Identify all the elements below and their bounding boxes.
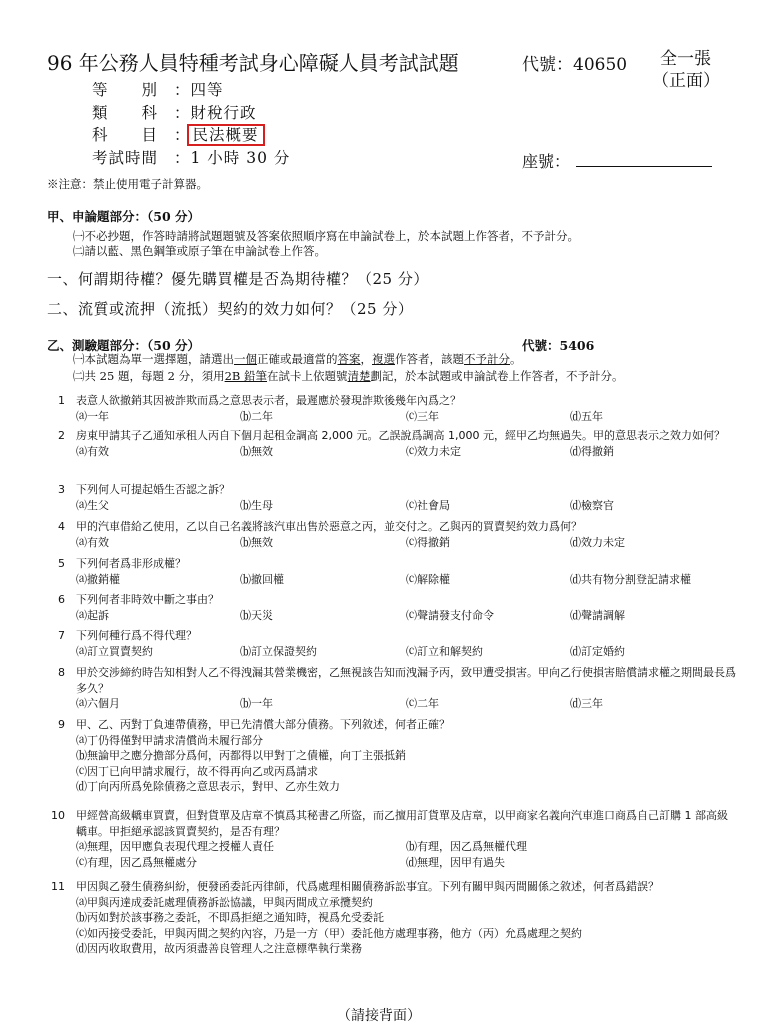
inst-text: ㈠本試題為單一選擇題，請選出	[73, 352, 234, 366]
question-item	[47, 628, 737, 659]
question-item	[47, 879, 737, 957]
option-c: ⒞社會局	[406, 498, 450, 512]
option-b: ⒝無論甲之應分擔部分爲何，丙都得以甲對丁之債權，向丁主張抵銷	[76, 749, 406, 762]
question-item	[47, 808, 737, 870]
inst-text: 正確或最適當的	[257, 352, 338, 366]
header-key: 考試時間	[92, 149, 159, 167]
section-a-instruction: ㈡請以藍、黑色鋼筆或原子筆在申論試卷上作答。	[73, 244, 326, 258]
option-a: ⒜丁仍得僅對甲請求清償尚未履行部分	[76, 733, 263, 747]
option-row	[76, 409, 737, 425]
option-b: ⒝生母	[240, 498, 273, 512]
question-number: 2	[58, 429, 65, 442]
option-c: ⒞得撤銷	[406, 535, 450, 549]
continue-on-back: （請接背面）	[337, 1008, 421, 1024]
header-key: 類 科	[92, 104, 159, 122]
inst-text: ，	[360, 352, 372, 366]
question-stem: 甲、乙、丙對丁負連帶債務，甲已先清償大部分債務。下列敘述，何者正確？	[76, 718, 450, 731]
option-d: ⒟得撤銷	[570, 444, 614, 458]
exam-code: 代號：40650	[522, 55, 628, 75]
inst-underline: 2B 鉛筆	[224, 369, 268, 383]
option-b: ⒝一年	[240, 697, 273, 710]
question-stem: 甲因與乙發生債務糾紛，便發函委託丙律師，代爲處理相關債務訴訟事宜。下列有關甲與丙間關係之敘述，何者爲錯誤？	[76, 880, 659, 893]
question-stem: 甲於交涉締約時告知相對人乙不得洩漏其營業機密，乙無視該告知而洩漏予丙，致甲遭受損害。甲向乙行使損害賠償請求權之期間最長爲多久？	[76, 666, 736, 695]
option-d: ⒟檢察官	[570, 498, 614, 512]
option-d: ⒟無理，因甲有過失	[406, 855, 505, 869]
option-c: ⒞聲請發支付命令	[406, 608, 494, 622]
option-c: ⒞效力未定	[406, 444, 461, 458]
question-stem: 下列何者非時效中斷之事由？	[76, 593, 219, 606]
question-stem: 甲的汽車借給乙使用，乙以自己名義將該汽車出售於惡意之丙，並交付之。乙與丙的買賣契約效力爲何？	[76, 520, 582, 533]
inst-text: 在試卡上依題號	[267, 369, 348, 383]
header-key: 等 別	[92, 81, 159, 99]
essay-question: 二、流質或流押（流抵）契約的效力如何？（25 分）	[47, 300, 414, 318]
inst-text: 作答者，該題	[395, 352, 464, 366]
option-row	[76, 498, 737, 514]
notice: ※注意：禁止使用電子計算器。	[47, 177, 208, 191]
section-b-code: 代號：5406	[522, 338, 595, 353]
option-d: ⒟共有物分割登記請求權	[570, 572, 691, 586]
header-row-grade	[92, 78, 224, 100]
option-d: ⒟聲請調解	[570, 608, 625, 622]
option-row	[76, 839, 737, 855]
header-row-time	[92, 146, 290, 168]
question-stem: 下列何人可提起婚生否認之訴？	[76, 483, 230, 496]
question-stem: 下列何者爲非形成權？	[76, 557, 186, 570]
question-item	[47, 592, 737, 623]
seat-number	[522, 149, 712, 172]
option-row	[76, 696, 737, 712]
sheet-side: （正面）	[652, 71, 720, 91]
section-b-title: 乙、測驗題部分：（50 分）	[47, 338, 200, 353]
option-b: ⒝訂立保證契約	[240, 644, 317, 658]
inst-underline: 不予計分	[464, 352, 510, 366]
option-row	[76, 444, 737, 460]
section-a-instruction: ㈠不必抄題，作答時請將試題題號及答案依照順序寫在申論試卷上，於本試題上作答者，不予計分。	[73, 229, 579, 243]
question-item	[47, 717, 737, 795]
question-item	[47, 556, 737, 587]
subject-highlight: 民法概要	[187, 124, 265, 146]
option-d: ⒟三年	[570, 697, 603, 710]
option-c: ⒞三年	[406, 409, 439, 423]
option-a: ⒜六個月	[76, 697, 120, 710]
header-row-category	[92, 101, 257, 123]
question-number: 10	[51, 809, 65, 822]
question-number: 11	[51, 880, 65, 893]
inst-underline: 答案	[337, 352, 361, 366]
question-stem: 甲經營高級轎車買賣，但對貨單及店章不慎爲其秘書乙所盜，而乙擅用訂貨單及店章，以甲商家名義向汽車進口商爲自己訂購 1 部高級轎車。甲拒絕承認該買賣契約，是否有理？	[76, 809, 728, 838]
option-row	[76, 608, 737, 624]
question-number: 1	[58, 394, 65, 407]
sheet-count: 全一張	[660, 49, 711, 69]
option-row	[76, 535, 737, 551]
option-a: ⒜有效	[76, 444, 109, 458]
question-number: 5	[58, 557, 65, 570]
inst-underline: 一個	[234, 352, 257, 366]
option-row	[76, 572, 737, 588]
option-c: ⒞有理，因乙爲無權處分	[76, 855, 197, 869]
option-d: ⒟效力未定	[570, 535, 625, 549]
question-item	[47, 428, 737, 459]
question-item	[47, 665, 737, 712]
seat-blank-line	[576, 152, 712, 167]
option-b: ⒝撤回權	[240, 572, 284, 586]
option-b: ⒝二年	[240, 409, 273, 423]
option-row	[76, 644, 737, 660]
question-item	[47, 482, 737, 513]
header-value: ：財稅行政	[174, 104, 257, 122]
option-d: ⒟因丙收取費用，故丙須盡善良管理人之注意標準執行業務	[76, 942, 362, 955]
section-b-instruction-2	[73, 368, 624, 384]
question-stem: 下列何種行爲不得代理？	[76, 629, 197, 642]
question-number: 3	[58, 483, 65, 496]
inst-text: ㈡共 25 題，每題 2 分，須用	[73, 369, 225, 383]
question-number: 8	[58, 666, 65, 679]
exam-title: 96 年公務人員特種考試身心障礙人員考試試題	[47, 51, 459, 75]
seat-label: 座號：	[522, 152, 571, 171]
option-d: ⒟訂定婚約	[570, 644, 625, 658]
question-stem: 房東甲請其子乙通知承租人丙自下個月起租金調高 2,000 元。乙誤說爲調高 1,000 元，經甲乙均無過失。甲的意思表示之效力如何？	[76, 429, 725, 442]
question-stem: 表意人欲撤銷其因被詐欺而爲之意思表示者，最遲應於發現詐欺後幾年內爲之？	[76, 394, 461, 407]
option-b: ⒝丙如對於該事務之委託，不即爲拒絕之通知時，視爲允受委託	[76, 911, 384, 924]
option-a: ⒜有效	[76, 535, 109, 549]
option-a: ⒜甲與丙達成委託處理債務訴訟協議，甲與丙間成立承攬契約	[76, 895, 373, 909]
option-d: ⒟五年	[570, 409, 603, 423]
section-a-title: 甲、申論題部分：（50 分）	[47, 209, 200, 224]
inst-underline: 清楚	[347, 369, 371, 383]
header-value: ：四等	[174, 81, 224, 99]
question-number: 7	[58, 629, 65, 642]
question-item	[47, 519, 737, 550]
header-row-subject	[92, 123, 265, 145]
option-b: ⒝無效	[240, 535, 273, 549]
option-a: ⒜撤銷權	[76, 572, 120, 586]
inst-text: 劃記，於本試題或申論試卷上作答者，不予計分。	[370, 369, 624, 383]
header-colon: ：	[174, 126, 191, 144]
section-b-instruction-1	[73, 351, 522, 367]
inst-text: 。	[510, 352, 522, 366]
option-c: ⒞如丙接受委託，甲與丙間之契約內容，乃是一方（甲）委託他方處理事務，他方（丙）允爲處理之契約	[76, 926, 582, 940]
inst-underline: 複選	[372, 352, 395, 366]
option-c: ⒞訂立和解契約	[406, 644, 483, 658]
question-number: 9	[58, 718, 65, 731]
option-d: ⒟丁向丙所爲免除債務之意思表示，對甲、乙亦生效力	[76, 780, 340, 793]
header-value: ：1 小時 30 分	[174, 149, 291, 167]
option-c: ⒞因丁已向甲請求履行，故不得再向乙或丙爲請求	[76, 764, 318, 778]
option-b: ⒝有理，因乙爲無權代理	[406, 840, 527, 853]
option-c: ⒞二年	[406, 697, 439, 710]
option-a: ⒜訂立買賣契約	[76, 644, 153, 658]
option-c: ⒞解除權	[406, 572, 450, 586]
option-b: ⒝無效	[240, 444, 273, 458]
option-a: ⒜起訴	[76, 608, 109, 622]
option-b: ⒝天災	[240, 608, 273, 622]
option-a: ⒜無理，因甲應負表現代理之授權人責任	[76, 840, 274, 853]
essay-question: 一、何謂期待權？優先購買權是否為期待權？（25 分）	[47, 270, 429, 288]
question-number: 4	[58, 520, 65, 533]
question-item	[47, 393, 737, 424]
question-number: 6	[58, 593, 65, 606]
option-a: ⒜生父	[76, 498, 109, 512]
header-key: 科 目	[92, 126, 159, 144]
option-row	[76, 855, 737, 871]
option-a: ⒜一年	[76, 409, 109, 423]
